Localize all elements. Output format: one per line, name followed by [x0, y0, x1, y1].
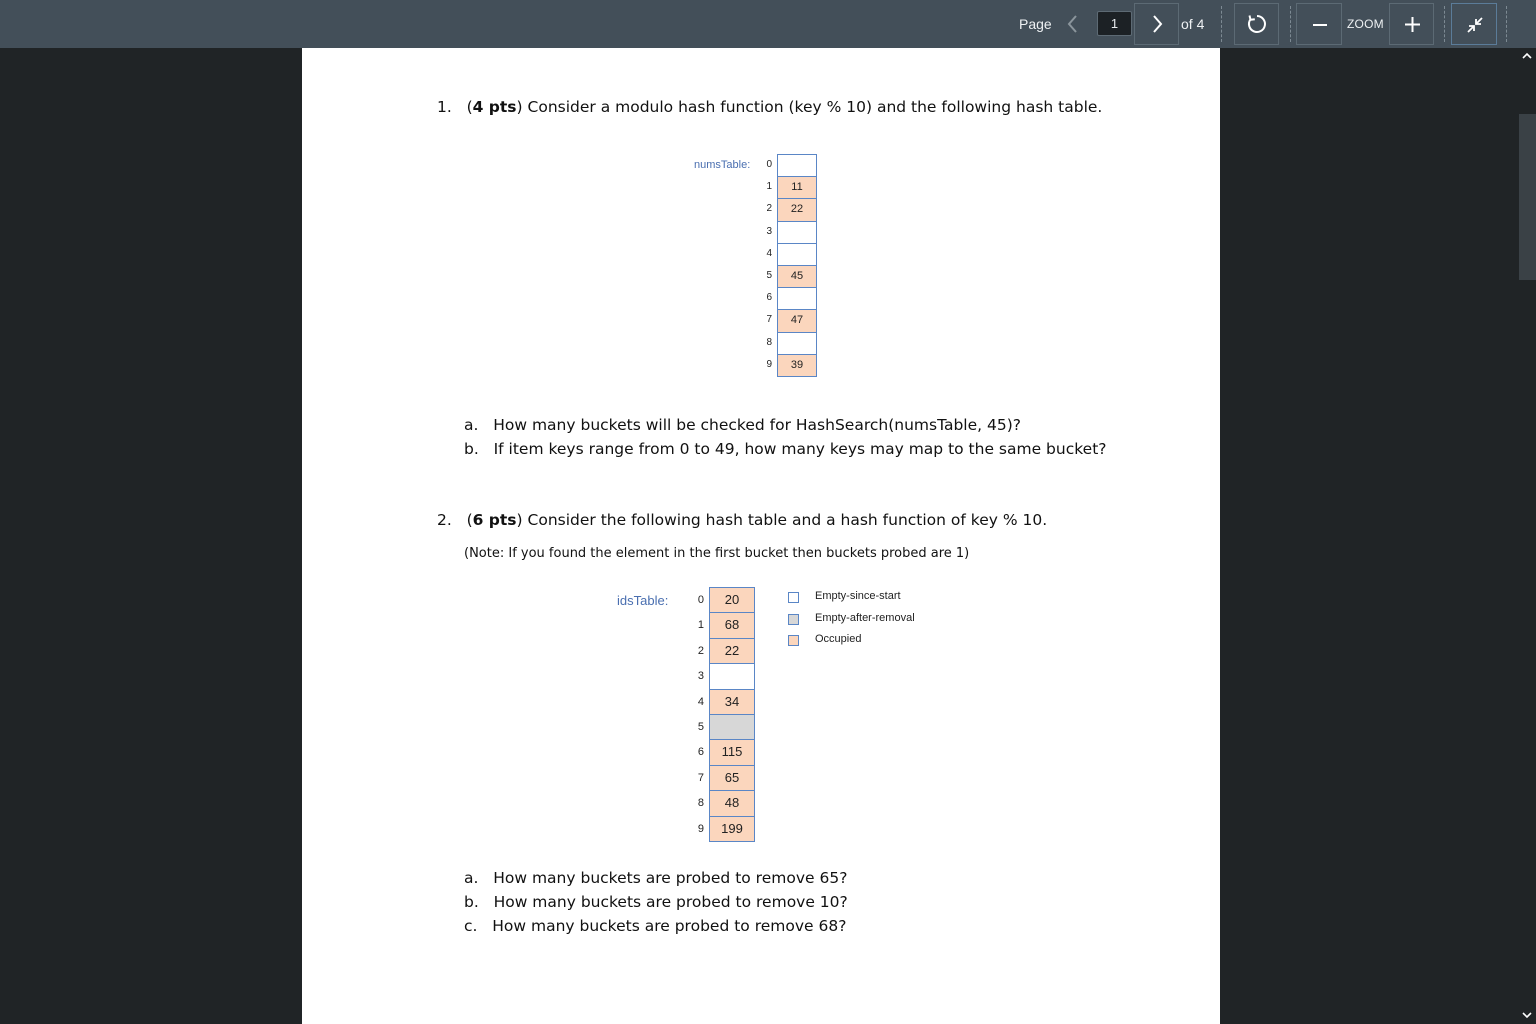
points: 4 pts	[472, 98, 517, 116]
question-text: ) Consider a modulo hash function (key % 10) and the following hash table.	[516, 98, 1103, 116]
bucket-index: 6	[766, 292, 772, 304]
sub-letter: b.	[464, 440, 479, 458]
bucket-index: 3	[766, 225, 772, 237]
question-number: 2.	[437, 511, 452, 529]
toolbar-divider	[1444, 6, 1445, 42]
bucket-index: 1	[697, 619, 704, 632]
bucket-cell: 48	[709, 790, 755, 816]
bucket-index: 1	[766, 181, 772, 193]
bucket-cell: 47	[777, 309, 817, 332]
zoom-label: ZOOM	[1347, 17, 1384, 31]
bucket-cell	[777, 287, 817, 310]
question-number: 1.	[437, 98, 452, 116]
bucket-index: 0	[697, 594, 704, 606]
scroll-down-icon[interactable]	[1521, 1010, 1533, 1020]
legend-label: Empty-since-start	[815, 590, 901, 602]
bucket-cell: 22	[709, 638, 755, 664]
page-count: of 4	[1181, 16, 1205, 32]
rotate-button[interactable]	[1234, 3, 1279, 45]
sub-question-a	[464, 869, 847, 887]
plus-icon	[1404, 16, 1421, 33]
bucket-cell: 115	[709, 739, 755, 765]
bucket-cell: 34	[709, 689, 755, 715]
bucket-index: 7	[697, 771, 704, 784]
sub-text: How many buckets are probed to remove 65?	[493, 869, 848, 887]
bucket-index: 3	[697, 670, 704, 683]
question-2: 2. (6 pts) Consider the following hash table and a hash function of key % 10.	[437, 511, 1048, 529]
legend-label: Empty-after-removal	[815, 611, 915, 624]
rotate-icon	[1246, 13, 1268, 35]
bucket-index: 2	[697, 644, 704, 657]
legend-swatch	[788, 635, 799, 646]
bucket-cell: 11	[777, 176, 817, 199]
scroll-up-icon[interactable]	[1521, 51, 1533, 61]
bucket-index: 8	[697, 797, 704, 810]
legend-swatch	[788, 592, 799, 603]
toolbar-divider	[1221, 6, 1222, 42]
bucket-cell: 68	[709, 612, 755, 638]
zoom-out-button[interactable]	[1296, 3, 1342, 45]
sub-text: If item keys range from 0 to 49, how many keys may map to the same bucket?	[493, 440, 1107, 458]
bucket-cell: 199	[709, 816, 755, 842]
toolbar-divider	[1506, 6, 1507, 42]
sub-letter: a.	[464, 416, 479, 434]
bucket-index: 9	[697, 822, 704, 835]
bucket-cell: 22	[777, 198, 817, 221]
bucket-cell: 65	[709, 765, 755, 791]
sub-question-c	[464, 917, 846, 935]
bucket-cell	[777, 332, 817, 355]
nums-table-label: numsTable:	[694, 159, 751, 171]
bucket-index: 9	[766, 358, 772, 370]
sub-question-a	[464, 416, 1021, 434]
bucket-index: 4	[766, 247, 772, 259]
question-1: 1. (4 pts) Consider a modulo hash function (key % 10) and the following hash table.	[437, 98, 1103, 116]
sub-question-b	[464, 440, 1107, 458]
next-page-button[interactable]	[1134, 3, 1179, 45]
bucket-index: 0	[766, 159, 772, 170]
minus-icon	[1312, 17, 1328, 33]
viewer-toolbar	[0, 0, 1536, 48]
sub-question-b	[464, 893, 848, 911]
document-page	[302, 48, 1220, 1024]
points: 6 pts	[472, 511, 517, 529]
sub-text: How many buckets are probed to remove 68?	[492, 917, 847, 935]
legend-label: Occupied	[815, 633, 862, 645]
question-text: ) Consider the following hash table and a hash function of key % 10.	[516, 511, 1048, 529]
ids-table-label: idsTable:	[617, 593, 669, 608]
sub-letter: a.	[464, 869, 479, 887]
sub-text: How many buckets are probed to remove 10?	[493, 893, 848, 911]
bucket-cell	[777, 243, 817, 266]
zoom-in-button[interactable]	[1389, 3, 1434, 45]
bucket-cell	[709, 714, 755, 740]
bucket-index: 2	[766, 203, 772, 215]
bucket-index: 8	[766, 336, 772, 348]
question-note: (Note: If you found the element in the first bucket then buckets probed are 1)	[464, 546, 970, 561]
bucket-cell	[709, 663, 755, 689]
bucket-index: 4	[697, 695, 704, 708]
sub-letter: c.	[464, 917, 478, 935]
page-number-input[interactable]: 1	[1097, 11, 1132, 36]
bucket-cell	[777, 221, 817, 244]
sub-letter: b.	[464, 893, 479, 911]
previous-page-button[interactable]	[1061, 10, 1085, 38]
bucket-cell: 20	[709, 587, 755, 613]
chevron-right-icon	[1145, 10, 1169, 38]
bucket-cell: 45	[777, 265, 817, 288]
bucket-cell: 39	[777, 354, 817, 377]
bucket-index: 5	[697, 721, 704, 733]
bucket-index: 6	[697, 746, 704, 759]
page-label: Page	[1019, 16, 1052, 32]
bucket-index: 7	[766, 314, 772, 326]
legend-swatch	[788, 614, 799, 625]
chevron-left-icon	[1061, 10, 1085, 38]
sub-text: How many buckets will be checked for HashSearch(numsTable, 45)?	[493, 416, 1022, 434]
toolbar-divider	[1290, 6, 1291, 42]
bucket-index: 5	[766, 270, 772, 281]
bucket-cell	[777, 154, 817, 177]
scrollbar-thumb[interactable]	[1519, 114, 1536, 280]
exit-fullscreen-button[interactable]	[1451, 3, 1497, 45]
exit-fullscreen-icon	[1465, 15, 1485, 35]
